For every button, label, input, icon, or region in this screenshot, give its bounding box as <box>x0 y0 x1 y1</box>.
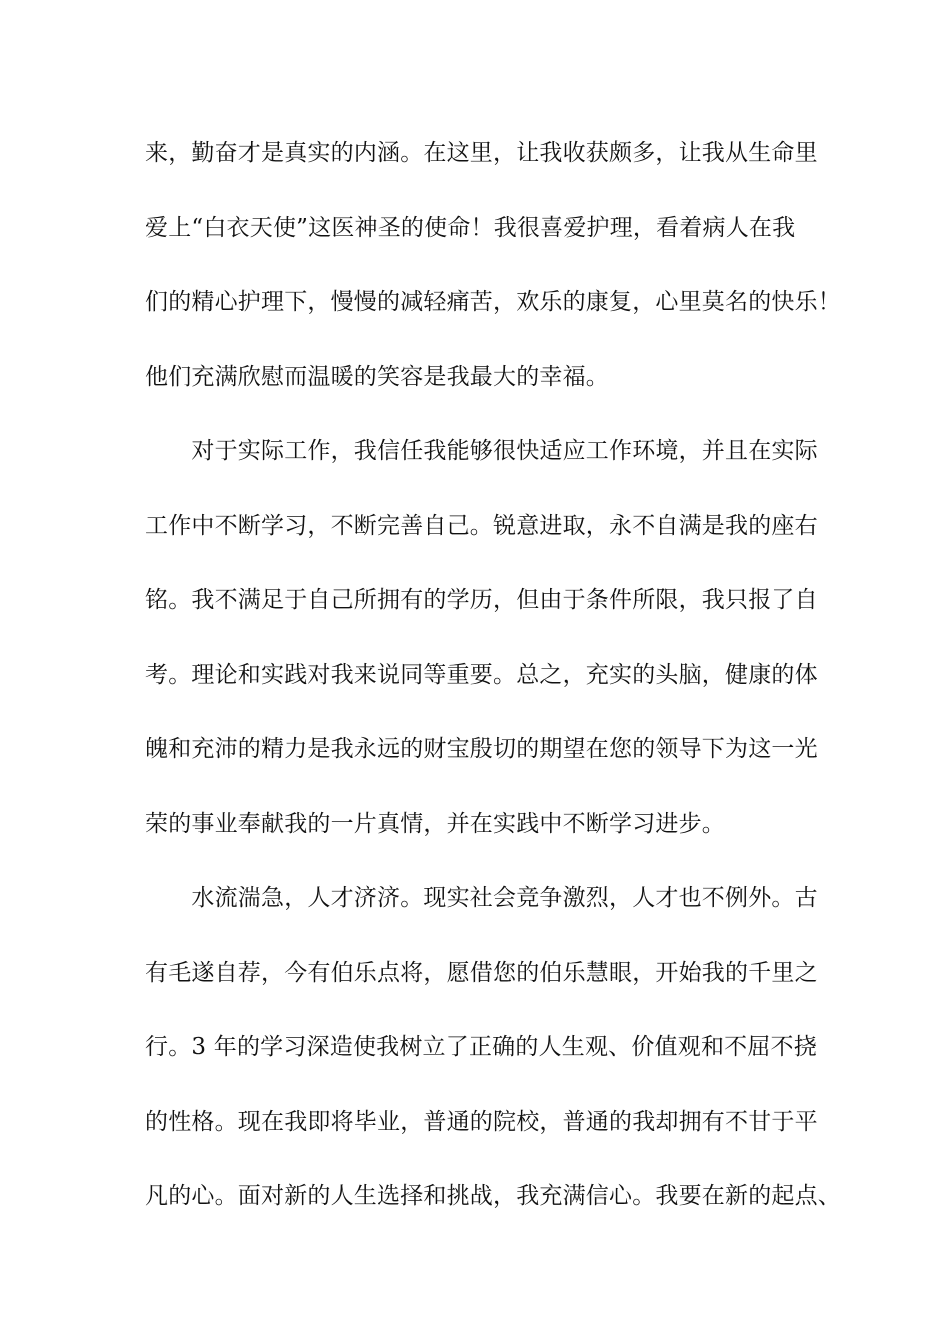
text-line: 荣的事业奉献我的一片真情，并在实践中不断学习进步。 <box>145 810 725 837</box>
text-line: 凡的心。面对新的人生选择和挑战，我充满信心。我要在新的起点、 <box>145 1183 841 1209</box>
text-line: 有毛遂自荐，今有伯乐点将，愿借您的伯乐慧眼，开始我的千里之 <box>145 959 818 986</box>
text-line: 的性格。现在我即将毕业，普通的院校，普通的我却拥有不甘于平 <box>145 1108 818 1135</box>
text-line: 水流湍急，人才济济。现实社会竞争激烈，人才也不例外。古 <box>145 885 818 911</box>
text-line: 行。3 年的学习深造使我树立了正确的人生观、价值观和不屈不挠 <box>145 1034 817 1060</box>
text-line: 考。理论和实践对我来说同等重要。总之，充实的头脑，健康的体 <box>145 661 818 688</box>
text-line: 对于实际工作，我信任我能够很快适应工作环境，并且在实际 <box>145 438 818 464</box>
text-line: 他们充满欣慰而温暖的笑容是我最大的幸福。 <box>145 363 609 390</box>
text-line: 魄和充沛的精力是我永远的财宝殷切的期望在您的领导下为这一光 <box>145 736 818 762</box>
text-line: 工作中不断学习，不断完善自己。锐意进取，永不自满是我的座右 <box>145 512 818 539</box>
text-line: 铭。我不满足于自己所拥有的学历，但由于条件所限，我只报了自 <box>145 587 818 613</box>
text-line: 爱上“白衣天使”这医神圣的使命！我很喜爱护理，看着病人在我 <box>145 214 796 241</box>
text-line: 们的精心护理下，慢慢的减轻痛苦，欢乐的康复，心里莫名的快乐！ <box>145 289 841 315</box>
text-line: 来，勤奋才是真实的内涵。在这里，让我收获颇多，让我从生命里 <box>145 140 818 166</box>
body-text <box>145 127 841 1245</box>
